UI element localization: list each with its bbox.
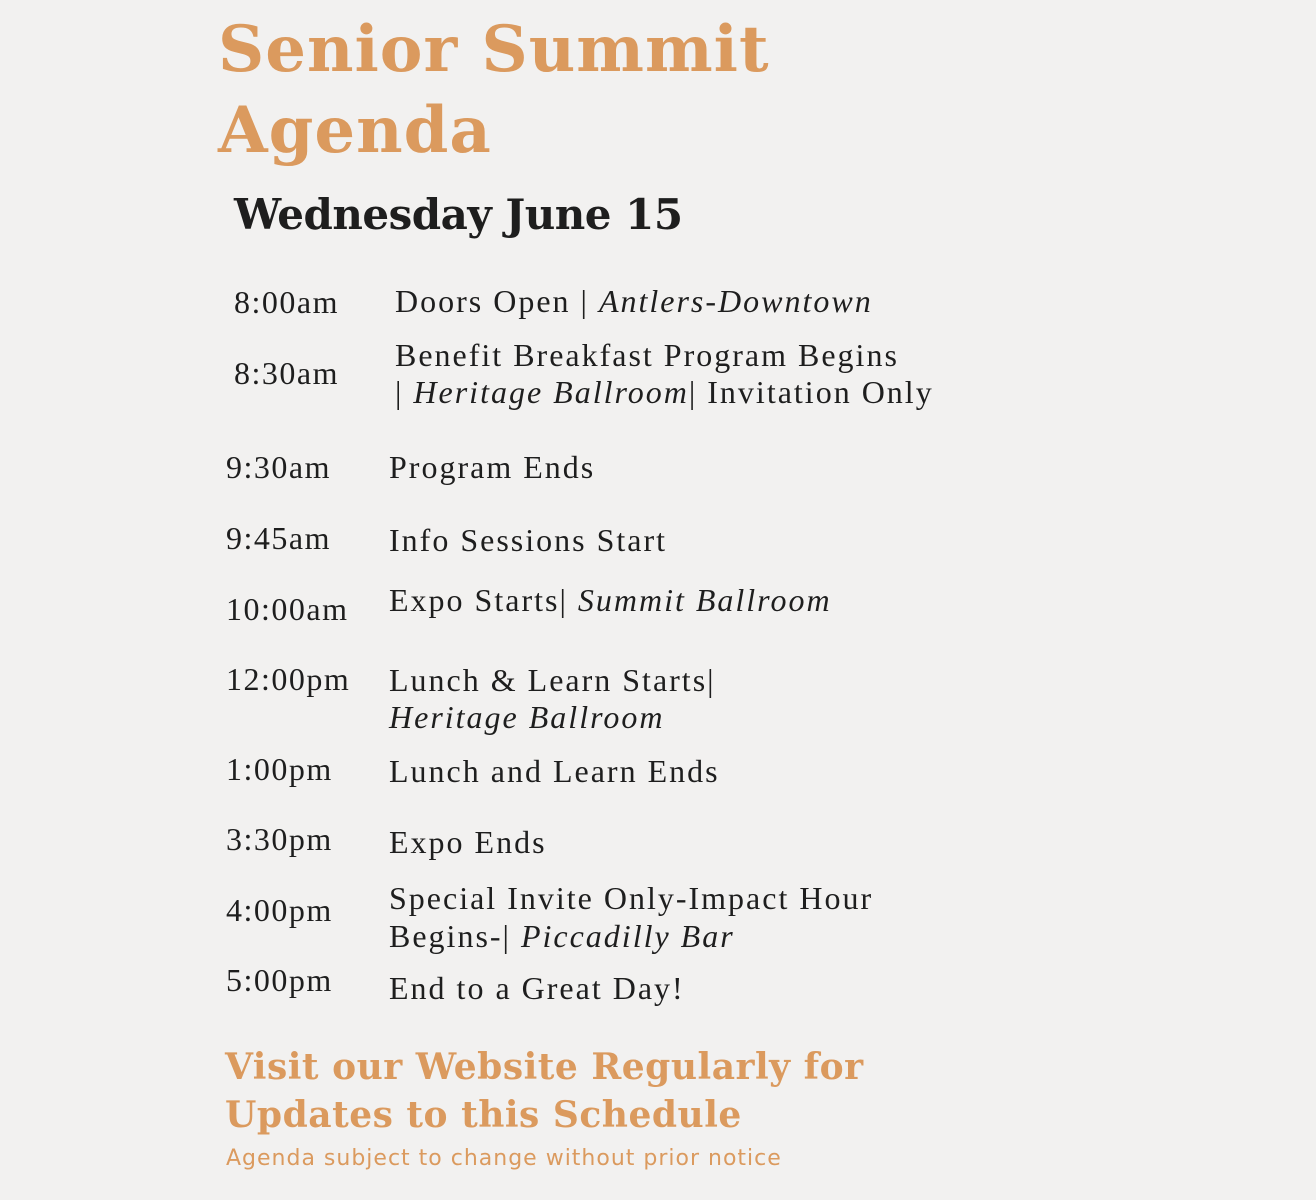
agenda-event-line [389, 584, 832, 616]
event-text: Expo Starts| [389, 582, 578, 618]
agenda-time: 9:30am [226, 449, 331, 485]
venue-name: Heritage Ballroom [389, 699, 665, 735]
agenda-time: 4:00pm [226, 892, 333, 928]
event-text: | Invitation Only [688, 374, 934, 410]
agenda-event-line [389, 826, 547, 858]
agenda-event-line [389, 972, 685, 1004]
agenda-time: 8:00am [234, 284, 339, 320]
event-text: Special Invite Only-Impact Hour [389, 880, 874, 916]
agenda-event-line [389, 920, 735, 952]
venue-name: Antlers-Downtown [598, 283, 873, 319]
venue-name: Piccadilly Bar [520, 918, 735, 954]
agenda-time: 12:00pm [226, 661, 351, 697]
event-text: End to a Great Day! [389, 970, 685, 1006]
website-notice-line-2: Updates to this Schedule [225, 1094, 742, 1136]
event-text: Benefit Breakfast Program Begins [395, 337, 899, 373]
agenda-time: 9:45am [226, 520, 331, 556]
event-text: Program Ends [389, 449, 596, 485]
agenda-event-line [389, 701, 664, 733]
venue-name: Summit Ballroom [577, 582, 832, 618]
change-disclaimer: Agenda subject to change without prior notice [226, 1146, 782, 1171]
agenda-time: 8:30am [234, 355, 339, 391]
event-text: Expo Ends [389, 824, 547, 860]
agenda-time: 10:00am [226, 591, 349, 627]
event-text: Lunch & Learn Starts| [389, 662, 716, 698]
date-heading: Wednesday June 15 [234, 190, 683, 239]
agenda-event-line [389, 451, 595, 483]
agenda-event-line [395, 285, 873, 317]
event-text: Begins-| [389, 918, 521, 954]
agenda-event-line [389, 664, 716, 696]
event-text: Info Sessions Start [389, 522, 667, 558]
agenda-event-line [389, 755, 720, 787]
event-text: Lunch and Learn Ends [389, 753, 720, 789]
venue-name: Heritage Ballroom [413, 374, 689, 410]
agenda-event-line [389, 524, 667, 556]
event-text: | [395, 374, 414, 410]
event-text: Doors Open | [395, 283, 599, 319]
agenda-time: 1:00pm [226, 751, 333, 787]
page-title-line-1: Senior Summit [218, 12, 770, 87]
agenda-event-line [395, 376, 934, 408]
agenda-event-line [395, 339, 899, 371]
website-notice-line-1: Visit our Website Regularly for [225, 1046, 864, 1088]
agenda-time: 5:00pm [226, 962, 333, 998]
page-title-line-2: Agenda [218, 93, 492, 168]
agenda-event-line [389, 882, 873, 914]
agenda-time: 3:30pm [226, 821, 333, 857]
